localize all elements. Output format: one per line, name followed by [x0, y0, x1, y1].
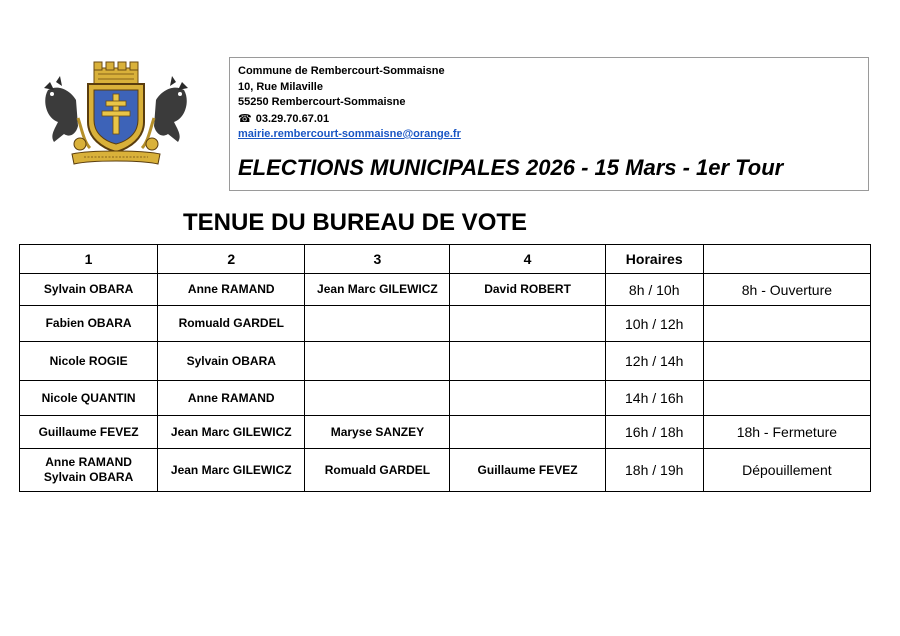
assessor-4-cell: [450, 342, 605, 381]
table-row: [20, 416, 871, 449]
column-header-notes: [703, 245, 870, 274]
assessor-4-cell: [450, 381, 605, 416]
hours-cell: 8h / 10h: [605, 274, 703, 306]
assessor-1-cell: Sylvain OBARA: [20, 274, 158, 306]
note-cell: [703, 342, 870, 381]
assessor-1-name: Anne RAMAND: [45, 455, 132, 469]
table-row: [20, 381, 871, 416]
table-row: [20, 449, 871, 492]
table-row: [20, 342, 871, 381]
assessor-3-cell: Romuald GARDEL: [305, 449, 450, 492]
column-header-3: 3: [305, 245, 450, 274]
note-cell: 18h - Fermeture: [703, 416, 870, 449]
hours-cell: 16h / 18h: [605, 416, 703, 449]
hours-cell: 12h / 14h: [605, 342, 703, 381]
hours-cell: 14h / 16h: [605, 381, 703, 416]
table-row: [20, 274, 871, 306]
assessor-2-cell: Jean Marc GILEWICZ: [158, 416, 305, 449]
assessor-1-cell: [20, 449, 158, 492]
assessor-4-cell: Guillaume FEVEZ: [450, 449, 605, 492]
assessor-3-cell: [305, 342, 450, 381]
assessor-1-cell: Guillaume FEVEZ: [20, 416, 158, 449]
column-header-4: 4: [450, 245, 605, 274]
assessor-3-cell: [305, 306, 450, 342]
assessor-1-cell: Nicole ROGIE: [20, 342, 158, 381]
voting-bureau-schedule-table: [19, 244, 871, 492]
column-header-1: 1: [20, 245, 158, 274]
postal-city: 55250 Rembercourt-Sommaisne: [238, 96, 406, 108]
assessor-4-cell: [450, 416, 605, 449]
note-cell: 8h - Ouverture: [703, 274, 870, 306]
hours-cell: 18h / 19h: [605, 449, 703, 492]
assessor-3-cell: Maryse SANZEY: [305, 416, 450, 449]
page-title: TENUE DU BUREAU DE VOTE: [183, 209, 528, 236]
coat-of-arms-logo: [40, 60, 192, 168]
commune-name: Commune de Rembercourt-Sommaisne: [238, 65, 445, 77]
assessor-2-cell: Anne RAMAND: [158, 381, 305, 416]
assessor-1-cell: Fabien OBARA: [20, 306, 158, 342]
note-cell: [703, 306, 870, 342]
assessor-1-cell: Nicole QUANTIN: [20, 381, 158, 416]
table-header-row: [20, 245, 871, 274]
column-header-2: 2: [158, 245, 305, 274]
assessor-4-cell: [450, 306, 605, 342]
assessor-2-cell: Romuald GARDEL: [158, 306, 305, 342]
assessor-1b-name: Sylvain OBARA: [43, 470, 134, 484]
column-header-hours: Horaires: [605, 245, 703, 274]
phone-number: 03.29.70.67.01: [255, 112, 330, 125]
commune-info-box: [229, 57, 869, 191]
table-row: [20, 306, 871, 342]
assessor-2-cell: Jean Marc GILEWICZ: [158, 449, 305, 492]
assessor-3-cell: [305, 381, 450, 416]
street-address: 10, Rue Milaville: [238, 80, 323, 93]
assessor-2-cell: Sylvain OBARA: [158, 342, 305, 381]
assessor-3-cell: Jean Marc GILEWICZ: [305, 274, 450, 306]
telephone-icon: ☎: [238, 111, 252, 125]
phone-line: [238, 111, 860, 128]
note-cell: Dépouillement: [703, 449, 870, 492]
assessor-4-cell: David ROBERT: [450, 274, 605, 306]
election-title: ELECTIONS MUNICIPALES 2026 - 15 Mars - 1er Tour: [238, 155, 784, 180]
note-cell: [703, 381, 870, 416]
hours-cell: 10h / 12h: [605, 306, 703, 342]
assessor-2-cell: Anne RAMAND: [158, 274, 305, 306]
email-link[interactable]: mairie.rembercourt-sommaisne@orange.fr: [238, 128, 461, 140]
